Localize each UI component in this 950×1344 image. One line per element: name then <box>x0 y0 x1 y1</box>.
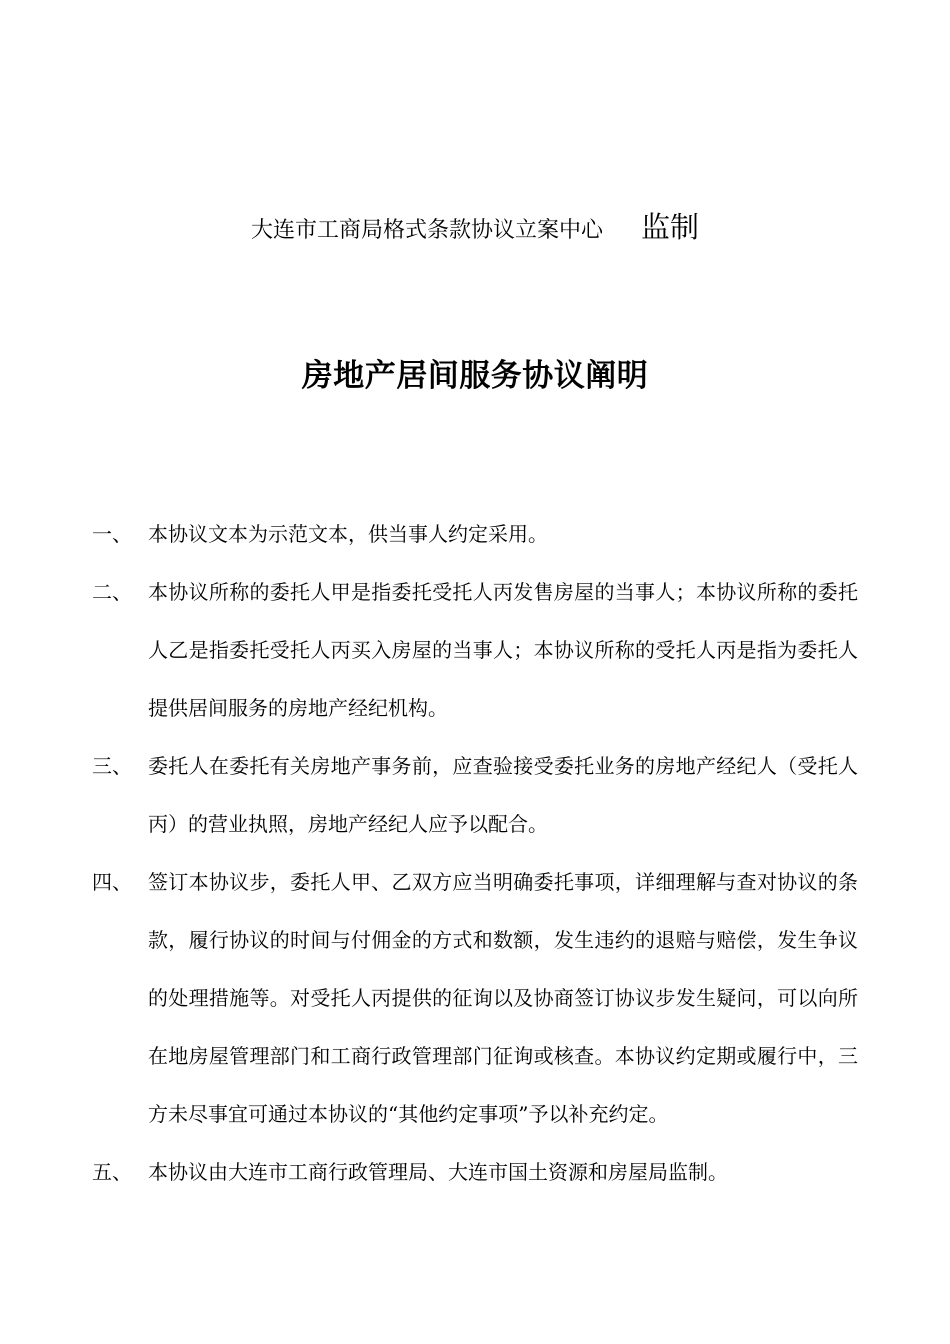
supervision-mark: 监制 <box>641 210 700 244</box>
clause-text: 签订本协议步，委托人甲、乙双方应当明确委托事项，详细理解与查对协议的条款，履行协议的时间与付佣金的方式和数额，发生违约的退赔与赔偿，发生争议的处理措施等。对受托人丙提供的征询以及协商签订协议步发生疑问，可以向所在地房屋管理部门和工商行政管理部门征询或核查。本协议约定期或履行中，三方未尽事宜可通过本协议的“其他约定事项”予以补充约定。 <box>148 870 858 1126</box>
clause-text: 本协议文本为示范文本，供当事人约定采用。 <box>148 522 548 546</box>
clause-2 <box>0 563 950 737</box>
clause-5 <box>0 1143 950 1201</box>
clause-list <box>0 505 950 1201</box>
clause-3 <box>0 737 950 853</box>
supervisor-line <box>0 205 950 246</box>
clause-text: 本协议所称的委托人甲是指委托受托人丙发售房屋的当事人；本协议所称的委托人乙是指委托受托人丙买入房屋的当事人；本协议所称的受托人丙是指为委托人提供居间服务的房地产经纪机构。 <box>148 580 858 720</box>
supervising-organization: 大连市工商局格式条款协议立案中心 <box>250 218 603 243</box>
clause-number: 三、 <box>92 754 132 778</box>
clause-number: 四、 <box>92 870 132 894</box>
clause-number: 五、 <box>92 1160 132 1184</box>
clause-4 <box>0 853 950 1143</box>
clause-text: 委托人在委托有关房地产事务前，应查验接受委托业务的房地产经纪人（受托人丙）的营业执照，房地产经纪人应予以配合。 <box>148 754 858 836</box>
document-title: 房地产居间服务协议阐明 <box>301 358 649 394</box>
clause-number: 一、 <box>92 522 132 546</box>
clause-1 <box>0 505 950 563</box>
clause-number: 二、 <box>92 580 132 604</box>
clause-text: 本协议由大连市工商行政管理局、大连市国土资源和房屋局监制。 <box>148 1160 728 1184</box>
